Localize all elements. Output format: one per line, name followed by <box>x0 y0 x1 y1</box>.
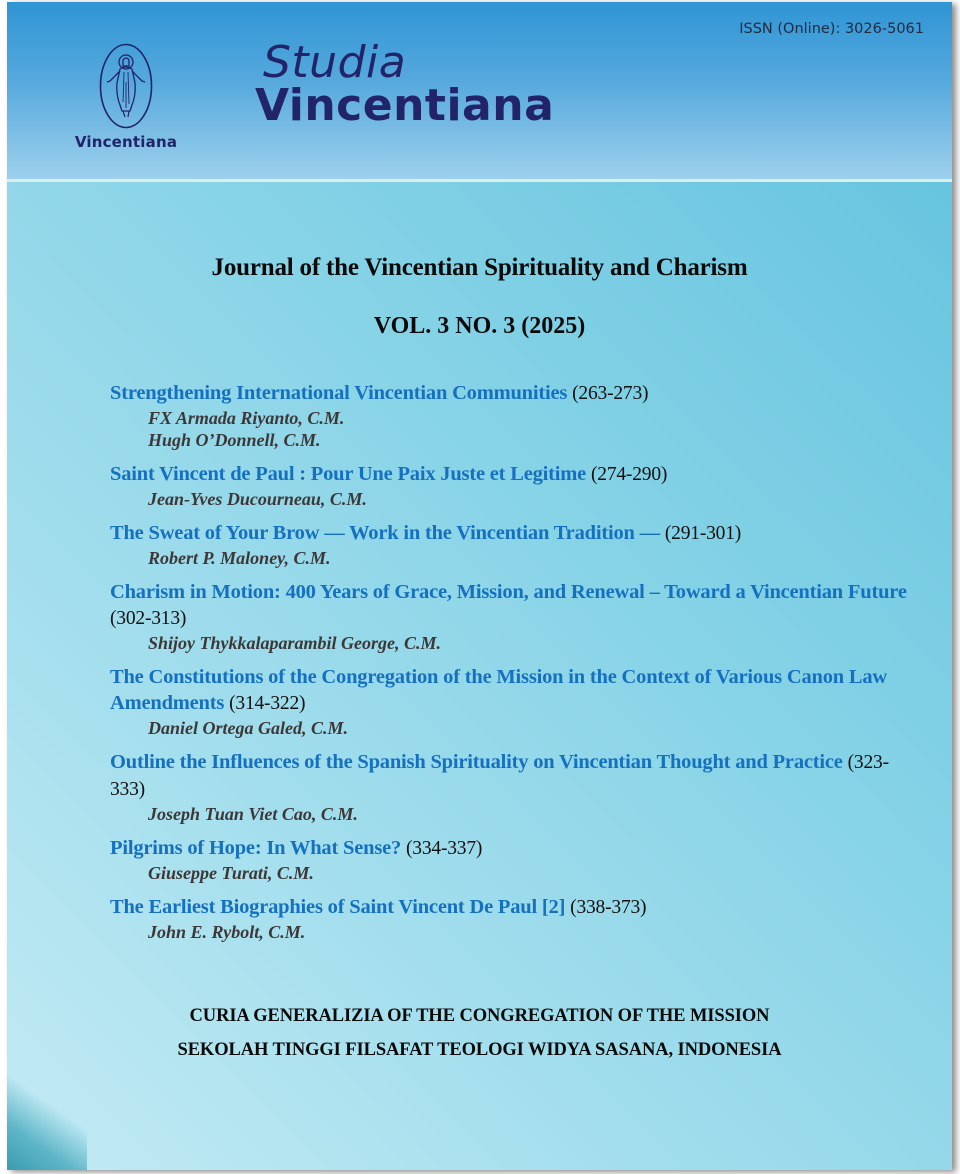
vincent-figure-oval-icon <box>98 42 154 130</box>
article-author: Shijoy Thykkalaparambil George, C.M. <box>148 633 442 653</box>
publisher-stft: SEKOLAH TINGGI FILSAFAT TEOLOGI WIDYA SASANA, INDONESIA <box>177 1040 782 1060</box>
toc-article <box>110 380 920 451</box>
page-corner-shade <box>7 1070 87 1170</box>
article-pages: (263-273) <box>572 383 649 404</box>
cover-header <box>7 2 952 179</box>
journal-title: Journal of the Vincentian Spirituality and Charism <box>211 254 748 281</box>
issn-label: ISSN (Online): 3026-5061 <box>739 21 924 37</box>
article-title-link[interactable]: The Constitutions of the Congregation of the Mission in the Context of Various Canon Law Amendments <box>110 666 888 714</box>
article-title-link[interactable]: The Earliest Biographies of Saint Vincent De Paul [2] <box>110 896 566 918</box>
toc-article <box>110 579 920 654</box>
article-author: Hugh O’Donnell, C.M. <box>148 430 321 450</box>
header-divider <box>7 179 952 182</box>
journal-brand <box>255 37 555 131</box>
volume-issue: VOL. 3 NO. 3 (2025) <box>373 313 586 339</box>
article-pages: (291-301) <box>664 523 742 544</box>
toc-article <box>110 664 920 739</box>
toc-article <box>110 894 920 943</box>
publishers-block <box>7 999 952 1067</box>
article-title-link[interactable]: Charism in Motion: 400 Years of Grace, Mission, and Renewal – Toward a Vincentian Future <box>110 581 907 603</box>
article-title-link[interactable]: Outline the Influences of the Spanish Spirituality on Vincentian Thought and Practice <box>110 751 843 773</box>
toc-article <box>110 749 920 825</box>
toc-article <box>110 520 920 569</box>
article-author: Joseph Tuan Viet Cao, C.M. <box>148 804 358 824</box>
article-author: John E. Rybolt, C.M. <box>148 922 306 942</box>
article-title-link[interactable]: Strengthening International Vincentian Communities <box>110 382 568 404</box>
brand-line-vincentiana: Vincentiana <box>255 80 555 131</box>
article-pages: (274-290) <box>590 464 668 485</box>
toc-article <box>110 461 920 510</box>
article-author: Daniel Ortega Galed, C.M. <box>148 718 348 738</box>
logo-label: Vincentiana <box>74 133 178 151</box>
table-of-contents <box>110 380 920 953</box>
journal-cover <box>7 2 952 1170</box>
publisher-curia: CURIA GENERALIZIA OF THE CONGREGATION OF THE MISSION <box>189 1006 770 1026</box>
article-pages: (338-373) <box>570 897 647 918</box>
article-author: Jean-Yves Ducourneau, C.M. <box>148 489 367 509</box>
article-title-link[interactable]: Saint Vincent de Paul : Pour Une Paix Juste et Legitime <box>110 463 587 485</box>
toc-article <box>110 835 920 884</box>
article-title-link[interactable]: Pilgrims of Hope: In What Sense? <box>110 837 402 859</box>
vincentiana-logo <box>71 42 181 152</box>
article-pages: (323-333) <box>110 752 889 800</box>
article-title-link[interactable]: The Sweat of Your Brow — Work in the Vincentian Tradition — <box>110 522 660 544</box>
article-author: Robert P. Maloney, C.M. <box>148 548 331 568</box>
article-pages: (314-322) <box>229 693 306 714</box>
brand-line-studia: Studia <box>263 37 407 88</box>
article-pages: (334-337) <box>406 838 483 859</box>
article-author: FX Armada Riyanto, C.M. <box>148 408 345 428</box>
article-pages: (302-313) <box>110 608 187 629</box>
article-author: Giuseppe Turati, C.M. <box>148 863 314 883</box>
